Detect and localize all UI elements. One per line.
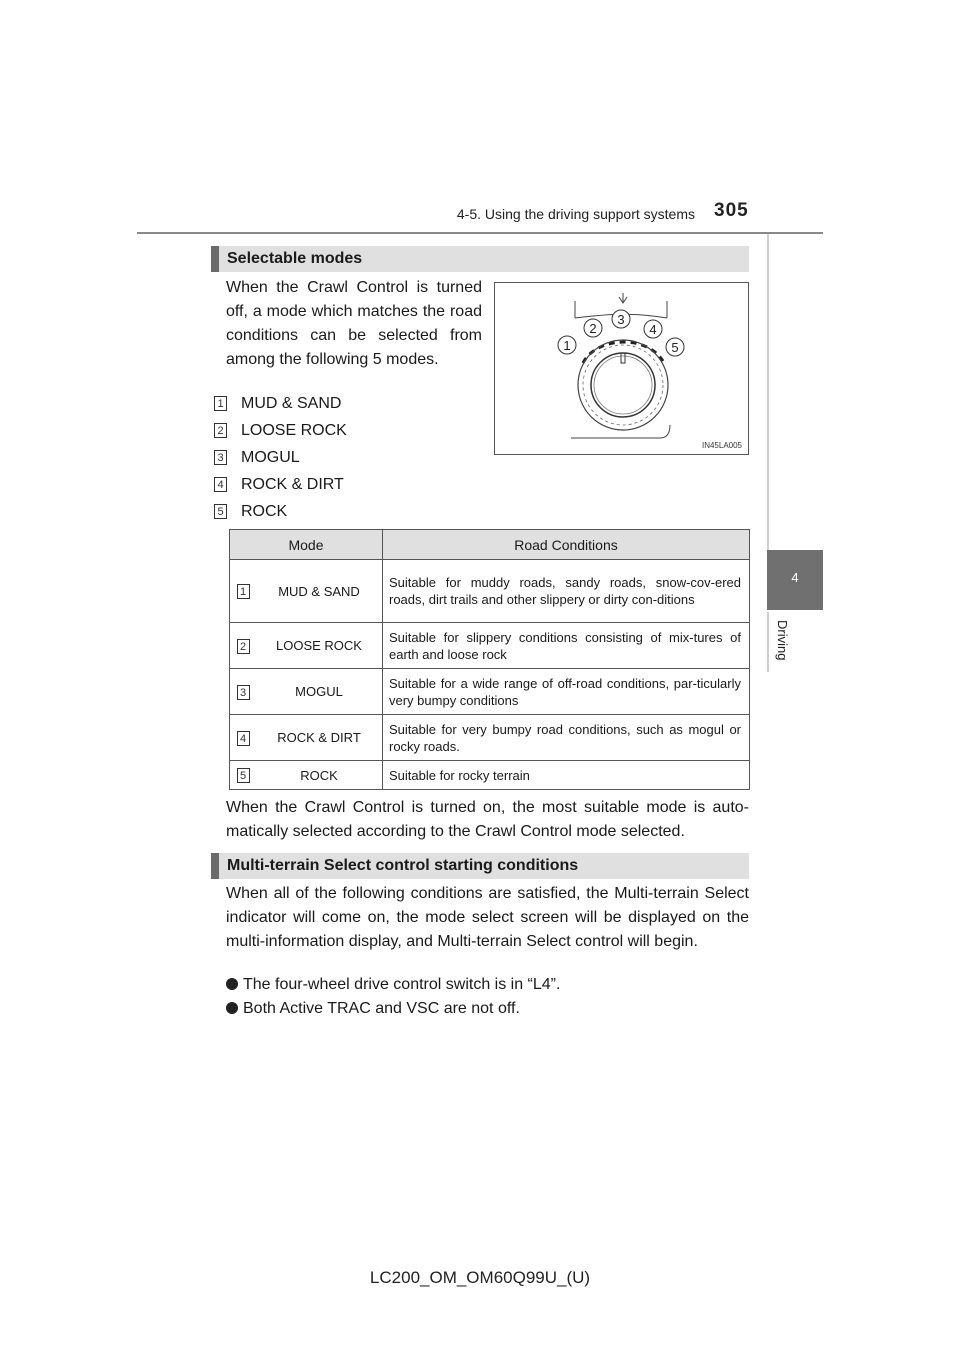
table-cell-conditions: Suitable for rocky terrain <box>383 761 750 790</box>
table-row <box>230 761 750 790</box>
dial-label-3: 3 <box>617 312 625 327</box>
table-cell-mode: ROCK & DIRT <box>256 715 383 761</box>
mode-label: LOOSE ROCK <box>241 421 347 439</box>
mode-table <box>229 529 750 790</box>
number-badge: 2 <box>237 639 250 654</box>
table-header-mode: Mode <box>230 530 383 560</box>
mode-list <box>214 390 347 525</box>
number-badge: 1 <box>237 584 250 599</box>
table-header-row <box>230 530 750 560</box>
figure-code: IN45LA005 <box>701 441 742 450</box>
side-divider <box>767 234 769 550</box>
list-item <box>226 976 560 994</box>
table-cell-mode: MUD & SAND <box>256 560 383 623</box>
dial-label-1: 1 <box>563 338 571 353</box>
table-row <box>230 669 750 715</box>
bullet-text: The four-wheel drive control switch is in “L4”. <box>243 976 561 993</box>
number-badge: 4 <box>214 477 227 492</box>
table-cell-conditions: Suitable for a wide range of off-road conditions, par-ticularly very bumpy conditions <box>383 669 750 715</box>
table-cell-conditions: Suitable for muddy roads, sandy roads, snow-cov-ered roads, dirt trails and other slippery or dirty con-ditions <box>383 560 750 623</box>
number-badge: 5 <box>237 768 250 783</box>
bullet-icon <box>226 1002 238 1014</box>
header-divider <box>137 232 823 234</box>
number-badge: 1 <box>214 396 227 411</box>
starting-conditions-intro: When all of the following conditions are satisfied, the Multi-terrain Select indicator will come on, the mode select screen will be displayed on the multi-information display, and Multi-terrain Select control will begin. <box>226 885 749 950</box>
number-badge: 3 <box>214 450 227 465</box>
page-number: 305 <box>714 200 749 221</box>
mode-label: MUD & SAND <box>241 394 342 412</box>
chapter-tab-label: Driving <box>775 620 790 661</box>
list-item <box>214 417 347 444</box>
bullet-icon <box>226 978 238 990</box>
crawl-control-note: When the Crawl Control is turned on, the most suitable mode is auto-matically selected according to the Crawl Control mode selected. <box>226 799 749 840</box>
header-section-title: 4-5. Using the driving support systems <box>456 206 695 222</box>
dial-label-4: 4 <box>649 322 657 337</box>
table-row <box>230 623 750 669</box>
table-cell-conditions: Suitable for very bumpy road conditions, such as mogul or rocky roads. <box>383 715 750 761</box>
chapter-tab-number: 4 <box>791 570 799 585</box>
list-item <box>214 390 347 417</box>
list-item <box>214 498 347 525</box>
table-cell-conditions: Suitable for slippery conditions consisting of mix-tures of earth and loose rock <box>383 623 750 669</box>
section-heading-selectable-modes: Selectable modes <box>211 246 749 272</box>
number-badge: 5 <box>214 504 227 519</box>
section-heading-starting-conditions: Multi-terrain Select control starting conditions <box>211 853 749 879</box>
table-cell-mode: ROCK <box>256 761 383 790</box>
selectable-modes-intro: When the Crawl Control is turned off, a mode which matches the road conditions can be selected from among the following 5 modes. <box>226 279 482 368</box>
bullet-text: Both Active TRAC and VSC are not off. <box>243 1000 520 1017</box>
mode-label: MOGUL <box>241 448 300 466</box>
table-row <box>230 560 750 623</box>
list-item <box>214 444 347 471</box>
number-badge: 3 <box>237 685 250 700</box>
table-header-conditions: Road Conditions <box>383 530 750 560</box>
dial-label-5: 5 <box>671 340 679 355</box>
list-item <box>214 471 347 498</box>
mode-dial-illustration <box>495 283 748 454</box>
table-cell-mode: MOGUL <box>256 669 383 715</box>
table-cell-mode: LOOSE ROCK <box>256 623 383 669</box>
table-row <box>230 715 750 761</box>
footer-document-code: LC200_OM_OM60Q99U_(U) <box>369 1268 591 1287</box>
mode-label: ROCK <box>241 502 288 520</box>
number-badge: 2 <box>214 423 227 438</box>
number-badge: 4 <box>237 731 250 746</box>
mode-label: ROCK & DIRT <box>241 475 344 493</box>
mode-dial-figure <box>494 282 749 455</box>
dial-label-2: 2 <box>589 321 597 336</box>
list-item <box>226 1000 520 1018</box>
